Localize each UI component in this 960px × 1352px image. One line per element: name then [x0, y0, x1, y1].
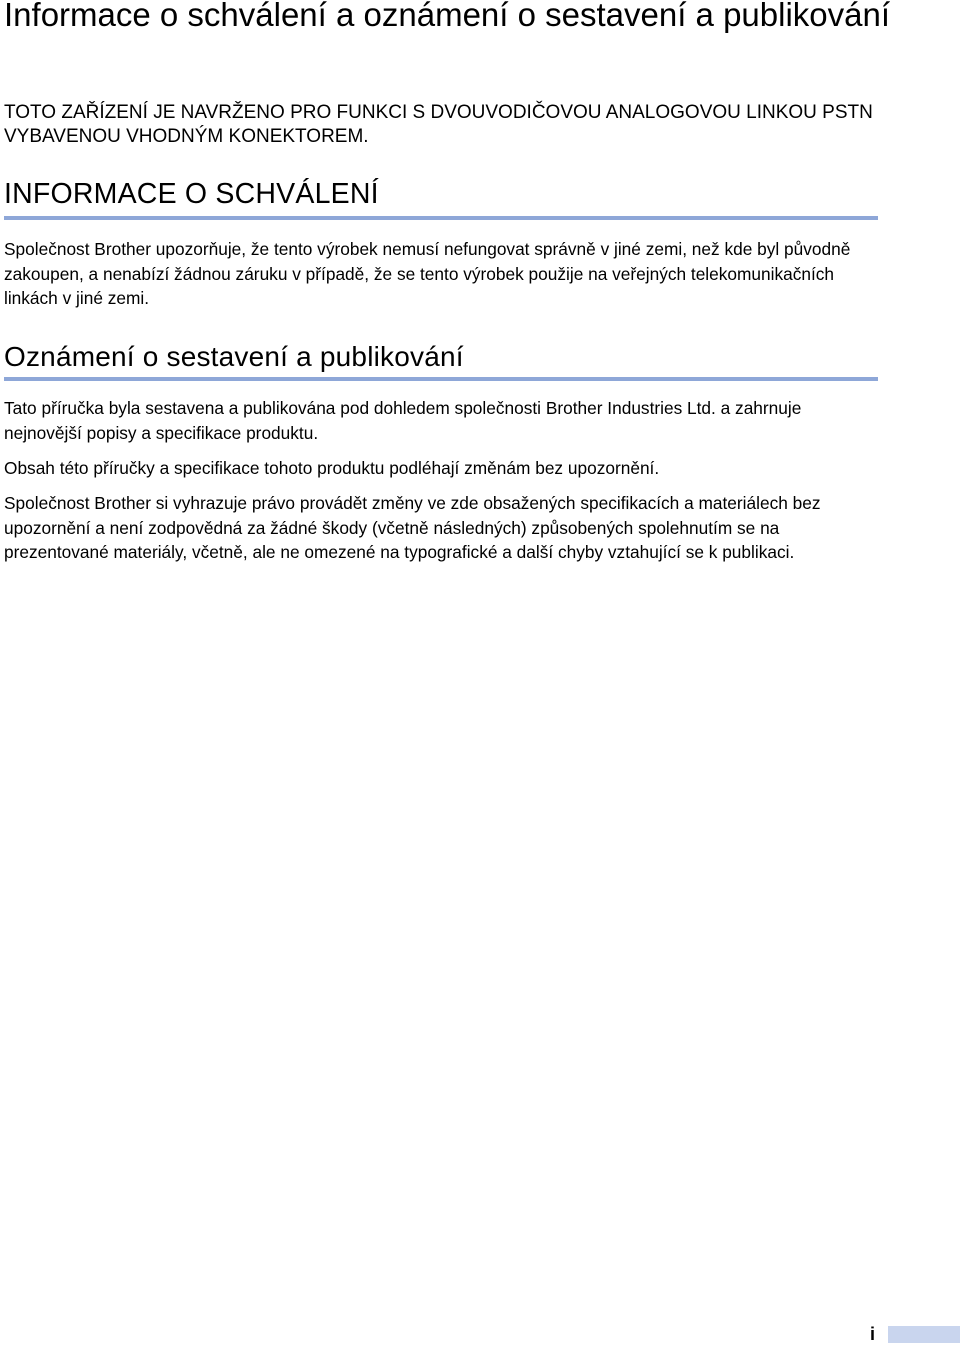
compilation-paragraph: Tato příručka byla sestavena a publikována pod dohledem společnosti Brother Industries Ltd. a zahrnuje nejnovější popisy a specifikace produktu.	[4, 398, 802, 443]
change-notice-paragraph: Obsah této příručky a specifikace tohoto produktu podléhají změnám bez upozornění.	[4, 458, 660, 478]
page-number: i	[870, 1324, 876, 1344]
heading-divider	[4, 377, 878, 381]
page-tab-marker	[888, 1326, 960, 1343]
compilation-publication-heading: Oznámení o sestavení a publikování	[4, 341, 464, 372]
page-title: Informace o schválení a oznámení o sestavení a publikování	[4, 0, 891, 33]
heading-divider	[4, 216, 878, 220]
rights-disclaimer-paragraph: Společnost Brother si vyhrazuje právo provádět změny ve zde obsažených specifikacích a materiálech bez upozornění a není zodpovědná za žádné škody (včetně následných) způsobených spolehnutím se na prezentované materiály, včetně, ale ne omezené na typografické a další chyby vztahující se k publikaci.	[4, 493, 821, 562]
approval-information-paragraph: Společnost Brother upozorňuje, že tento výrobek nemusí nefungovat správně v jiné zemi, než kde byl původně zakoupen, a nenabízí žádnou záruku v případě, že se tento výrobek použije na veřejných telekomunikačních linkách v jiné zemi.	[4, 239, 851, 308]
approval-information-heading: INFORMACE O SCHVÁLENÍ	[4, 178, 379, 210]
pstn-notice: TOTO ZAŘÍZENÍ JE NAVRŽENO PRO FUNKCI S DVOUVODIČOVOU ANALOGOVOU LINKOU PSTN VYBAVENOU VHODNÝM KONEKTOREM.	[4, 102, 873, 147]
